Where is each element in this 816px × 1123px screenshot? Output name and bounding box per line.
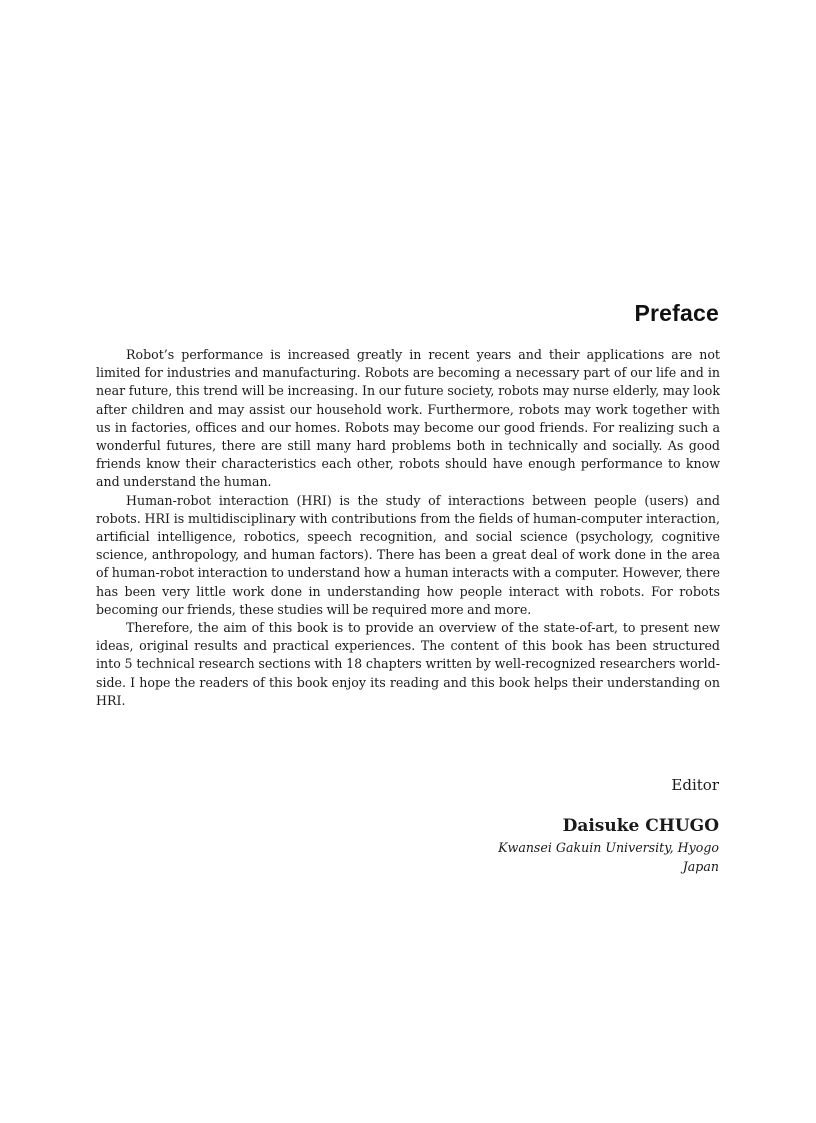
paragraph: Human-robot interaction (HRI) is the study of interactions between people (users) and robots. HRI is multidisciplinary with contributions from the fields of human-computer interaction, artificial intelligence, robotics, speech recognition, and social science (psychology, cognitive science, anthropology, and human factors). There has been a great deal of work done in the area of human-robot interaction to understand how a human interacts with a computer. However, there has been very little work done in understanding how people interact with robots. For robots becoming our friends, these studies will be required more and more.: [96, 492, 720, 617]
editor-role: Editor: [671, 776, 719, 794]
paragraph: Robot’s performance is increased greatly in recent years and their applications are not limited for industries and manufacturing. Robots are becoming a necessary part of our life and in near future, this trend will be increasing. In our future society, robots may nurse elderly, may look after children and may assist our household work. Furthermore, robots may work together with us in factories, offices and our homes. Robots may become our good friends. For realizing such a wonderful futures, there are still many hard problems both in technically and socially. As good friends know their characteristics each other, robots should have enough performance to know and understand the human.: [96, 347, 720, 490]
editor-country: Japan: [682, 859, 719, 874]
page-title: Preface: [634, 300, 719, 326]
editor-name: Daisuke CHUGO: [562, 816, 719, 836]
paragraph: Therefore, the aim of this book is to provide an overview of the state-of-art, to present new ideas, original results and practical experiences. The content of this book has been structured into 5 technical research sections with 18 chapters written by well-recognized researchers world-side. I hope the readers of this book enjoy its reading and this book helps their understanding on HRI.: [96, 620, 720, 708]
editor-signature-block: [498, 776, 719, 876]
editor-affiliation: Kwansei Gakuin University, Hyogo: [498, 840, 719, 855]
preface-body: [96, 346, 720, 710]
